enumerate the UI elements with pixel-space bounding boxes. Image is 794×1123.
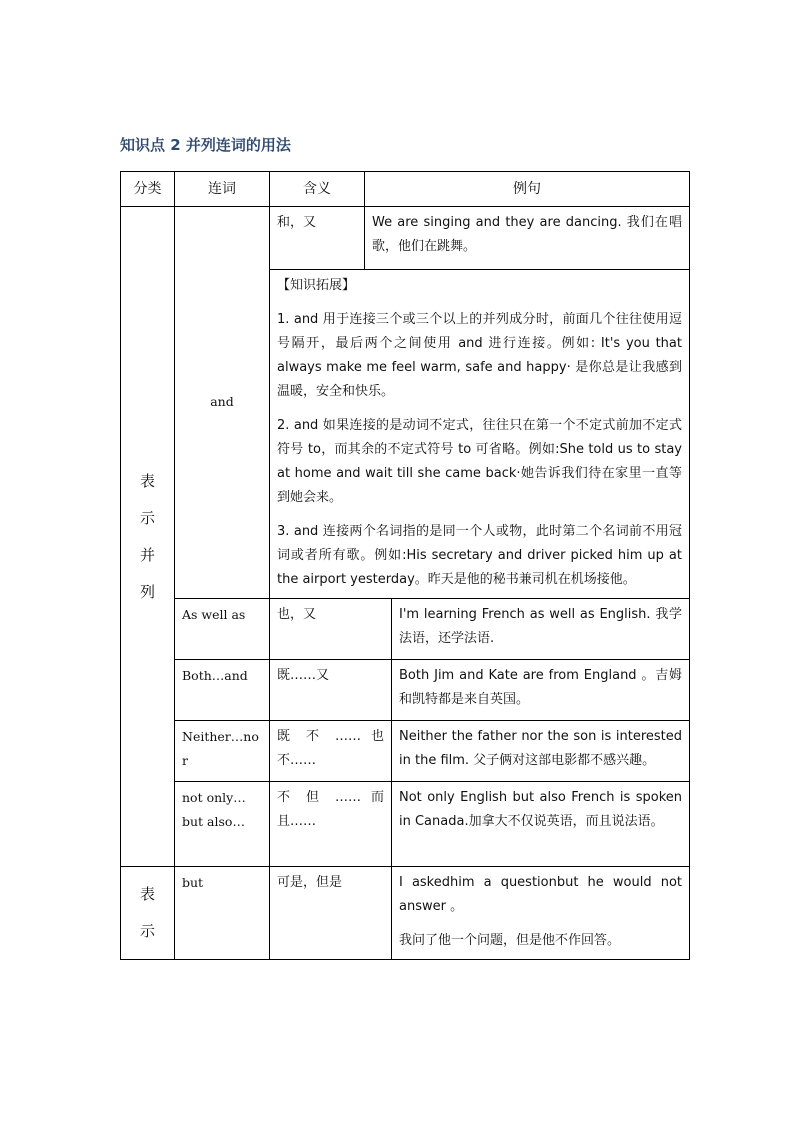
example-not-only-but-also: Not only English but also French is spoken in Canada.加拿大不仅说英语，而且说法语。	[392, 782, 690, 867]
conjunction-not-only-but-also: not only…but also…	[175, 782, 270, 867]
table-header-row	[121, 172, 690, 207]
meaning-not-only-but-also: 不 但 …… 而且……	[270, 782, 392, 867]
example-as-well-as: I'm learning French as well as English. 我学法语，还学法语.	[392, 599, 690, 660]
knowledge-expansion	[270, 270, 690, 599]
example-but: I askedhim a questionbut he would not answer 。 我问了他一个问题，但是他不作回答。	[392, 867, 690, 960]
expansion-item: 2. and 如果连接的是动词不定式，往往只在第一个不定式前加不定式符号 to，而其余的不定式符号 to 可省略。例如:She told us to stay at home and wait till she came back·她告诉我们待在家里一直等到她会来。	[277, 418, 682, 505]
expansion-item: 1. and 用于连接三个或三个以上的并列成分时，前面几个往往使用逗号隔开，最后两个之间使用 and 进行连接。例如: It's you that always make me feel warm, safe and happy· 是你总是让我感到温暖，安全和快乐。	[277, 312, 682, 399]
table-row	[121, 721, 690, 782]
meaning-but: 可是，但是	[270, 867, 392, 960]
table-row	[121, 782, 690, 867]
category-contrast: 表 示	[121, 867, 175, 960]
example-and: We are singing and they are dancing. 我们在唱歌，他们在跳舞。	[365, 207, 690, 270]
meaning-and: 和，又	[270, 207, 365, 270]
conjunction-neither-nor: Neither…nor	[175, 721, 270, 782]
table-row	[121, 867, 690, 960]
table-row	[121, 599, 690, 660]
expansion-item: 3. and 连接两个名词指的是同一个人或物，此时第二个名词前不用冠词或者所有歌。例如:His secretary and driver picked him up at the airport yesterday。昨天是他的秘书兼司机在机场接他。	[277, 524, 682, 587]
page-title: 知识点 2 并列连词的用法	[120, 136, 291, 154]
header-conjunction: 连词	[175, 172, 270, 207]
conjunction-and: and	[175, 207, 270, 599]
table-row	[121, 660, 690, 721]
meaning-both-and: 既……又	[270, 660, 392, 721]
table-row	[121, 207, 690, 270]
meaning-neither-nor: 既 不 …… 也不……	[270, 721, 392, 782]
example-both-and: Both Jim and Kate are from England 。吉姆和凯特都是来自英国。	[392, 660, 690, 721]
header-category: 分类	[121, 172, 175, 207]
conjunction-but: but	[175, 867, 270, 960]
conjunction-as-well-as: As well as	[175, 599, 270, 660]
category-parallel: 表 示 并 列	[121, 207, 175, 867]
header-meaning: 含义	[270, 172, 365, 207]
header-example: 例句	[365, 172, 690, 207]
conjunction-table	[120, 171, 690, 960]
meaning-as-well-as: 也，又	[270, 599, 392, 660]
conjunction-both-and: Both…and	[175, 660, 270, 721]
example-neither-nor: Neither the father nor the son is interested in the film. 父子俩对这部电影都不感兴趣。	[392, 721, 690, 782]
expansion-title: 【知识拓展】	[277, 278, 356, 293]
